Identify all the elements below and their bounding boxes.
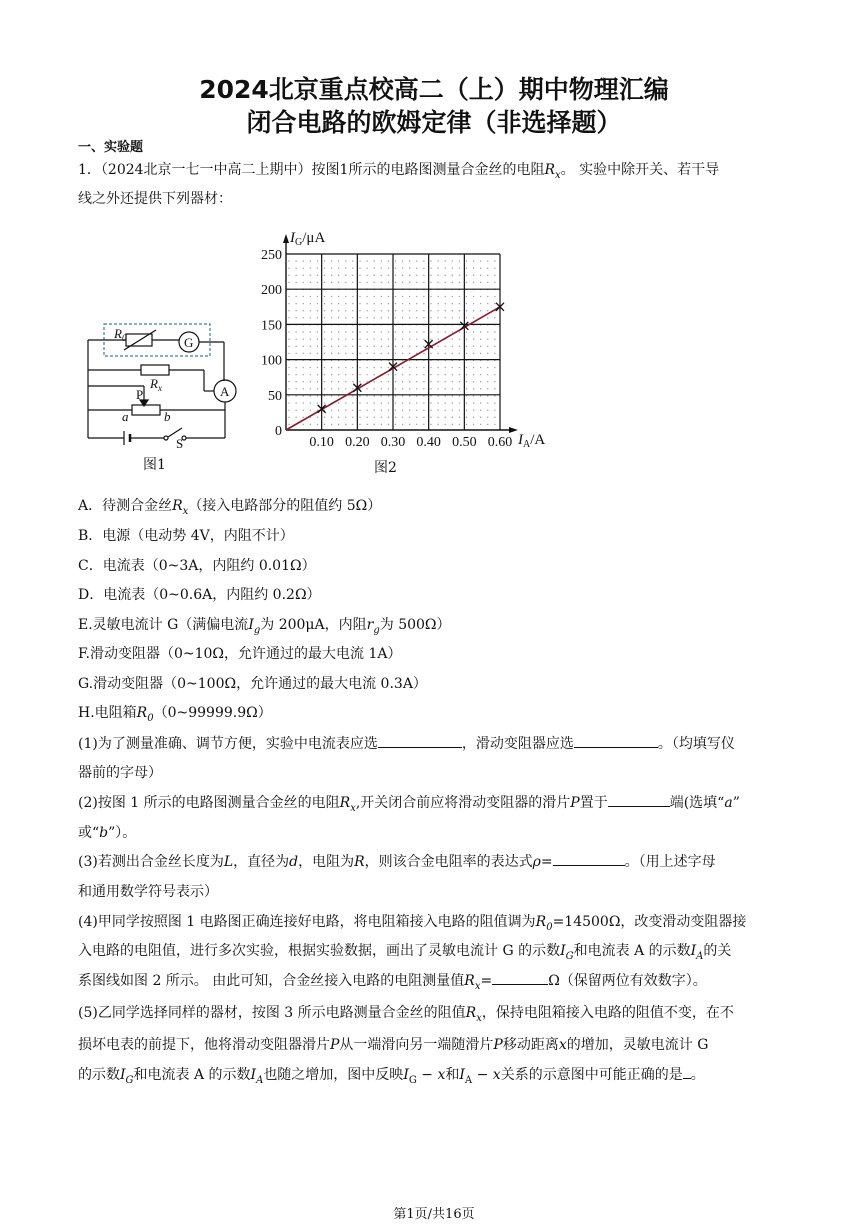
- subq-3: (3)若测出合金丝长度为L，直径为d，电阻为R，则该合金电阻率的表达式ρ= 。（用上述字母: [78, 851, 716, 871]
- subq-2-cont: 或“b”）。: [78, 825, 137, 841]
- page-title: 2024北京重点校高二（上）期中物理汇编: [199, 75, 669, 104]
- option-h: H.电阻箱$R_0(0\sim 99999.9\Omega)$: [78, 705, 272, 724]
- figure-1-caption: 图1: [143, 457, 166, 473]
- subq-5: (5)乙同学选择同样的器材，按图 3 所示电路测量合金丝的阻值$R_x$，保持电阻箱接入电路的阻值不变，在不: [78, 1005, 734, 1024]
- subq-3-cont: 和通用数学符号表示）: [78, 884, 218, 900]
- option-c: C．电流表（0~3A，内阻约 0.01Ω）: [78, 558, 316, 574]
- question-intro-cont: 线之外还提供下列器材：: [78, 191, 232, 207]
- svg-text:IA/A: $I_A/A$: [518, 432, 546, 450]
- svg-text:a: a: [122, 409, 129, 424]
- svg-text:A: A: [220, 384, 230, 399]
- circuit-diagram: [84, 318, 244, 448]
- x-tick-label: 0.60: [487, 435, 513, 450]
- subq-4-cont2: 系图线如图 2 所示。 由此可知，合金丝接入电路的电阻测量值$R_x= \Omega$（保留两位有效数字）。: [78, 970, 707, 992]
- page-footer: 第1页/共16页: [393, 1207, 475, 1222]
- x-tick-label: 0.10: [309, 435, 334, 450]
- subq-2: (2)按图 1 所示的电路图测量合金丝的电阻$R_x$,开关闭合前应将滑动变阻器的滑片P置于 端(选填“a”: [78, 792, 740, 814]
- x-tick-label: 0.20: [345, 435, 370, 450]
- section-heading: 一、实验题: [78, 140, 144, 155]
- subq-4: (4)甲同学按照图 1 电路图正确连接好电路，将电阻箱接入电路的阻值调为$R_0=14500\Omega$，改变滑动变阻器接: [78, 914, 747, 933]
- x-tick-label: 0.30: [380, 435, 406, 450]
- y-tick-label: 0: [275, 424, 282, 439]
- question-intro: 1．（2024北京一七一中高二上期中）按图1所示的电路图测量合金丝的电阻$R_x$。 实验中除开关、若干导: [78, 162, 720, 181]
- y-tick-label: 50: [268, 388, 282, 404]
- svg-text:R0: $R_0$: [114, 326, 127, 343]
- option-b: B．电源（电动势 4V，内阻不计）: [78, 528, 294, 544]
- page-subtitle: 闭合电路的欧姆定律（非选择题）: [246, 108, 622, 137]
- subq-1-cont: 器前的字母）: [78, 765, 162, 781]
- graph-ig-vs-ia: [250, 222, 560, 454]
- option-a: A．待测合金丝$R_x$（接入电路部分的阻值约 5Ω）: [78, 498, 382, 517]
- y-tick-label: 250: [261, 248, 282, 263]
- svg-text:Rx: $R_x$: [150, 376, 162, 393]
- svg-text:G: G: [184, 335, 194, 350]
- x-tick-label: 0.40: [416, 435, 441, 450]
- subq-5-cont: 损坏电表的前提下，他将滑动变阻器滑片P从一端滑向另一端随滑片P移动距离x的增加，灵敏电流计 G: [78, 1037, 709, 1053]
- svg-text:b: b: [164, 409, 171, 424]
- y-tick-label: 100: [261, 353, 282, 369]
- subq-4-cont: 入电路的电阻值，进行多次实验，根据实验数据，画出了灵敏电流计 G 的示数$I_G$和电流表 A 的示数$I_A$的关: [78, 943, 732, 962]
- svg-text:P: P: [136, 387, 144, 402]
- option-f: F.滑动变阻器（0~10Ω，允许通过的最大电流 1A）: [78, 646, 402, 662]
- option-d: D．电流表（0~0.6A，内阻约 0.2Ω）: [78, 587, 321, 603]
- y-tick-label: 150: [261, 318, 282, 334]
- subq-1: (1)为了测量准确、调节方便，实验中电流表应选 ，滑动变阻器应选 。（均填写仪: [78, 733, 735, 753]
- figure-2-caption: 图2: [374, 460, 397, 476]
- svg-text:IG/μA: $I_G/\mu A$: [290, 230, 326, 248]
- option-g: G.滑动变阻器（0~100Ω，允许通过的最大电流 0.3A）: [78, 676, 427, 692]
- svg-text:S: S: [176, 436, 184, 448]
- option-e: E.灵敏电流计 G（满偏电流$I_g$为 200μA，内阻$r_g$为 500Ω）: [78, 617, 451, 636]
- subq-5-cont2: 的示数$I_G$和电流表 A 的示数$I_A$也随之增加，图中反映$I_G - x$和$I_A - x$关系的示意图中可能正确的是 。: [78, 1064, 705, 1086]
- x-tick-label: 0.50: [452, 435, 477, 450]
- y-tick-label: 200: [261, 283, 282, 299]
